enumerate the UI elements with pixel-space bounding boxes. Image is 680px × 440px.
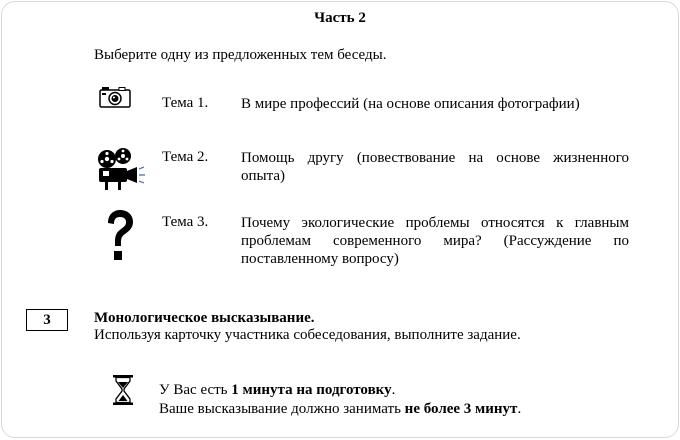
topic-2-text: Помощь другу (повествование на основе жизненного опыта) bbox=[241, 150, 629, 184]
question-mark-icon bbox=[104, 209, 136, 268]
instruction-text: Выберите одну из предложенных тем беседы. bbox=[94, 47, 387, 63]
timing-line-1 bbox=[159, 382, 395, 399]
topic-1-text: В мире профессий (на основе описания фотографии) bbox=[241, 96, 580, 112]
speaking-time: не более 3 минут bbox=[404, 401, 518, 417]
topic-3-label: Тема 3. bbox=[162, 214, 209, 230]
timing-line-2 bbox=[159, 401, 521, 418]
exam-card bbox=[1, 1, 679, 438]
film-projector-icon bbox=[94, 147, 146, 198]
preparation-time: 1 минута на подготовку bbox=[231, 382, 392, 398]
task-title: Монологическое высказывание. bbox=[94, 310, 315, 326]
topic-1-label: Тема 1. bbox=[162, 95, 209, 111]
timing-line-1-suffix: . bbox=[391, 382, 396, 398]
topic-2-label: Тема 2. bbox=[162, 149, 209, 165]
timing-line-2-prefix: Ваше высказывание должно занимать bbox=[159, 401, 405, 417]
timing-line-2-suffix: . bbox=[517, 401, 522, 417]
hourglass-icon bbox=[112, 374, 134, 411]
part-title: Часть 2 bbox=[314, 10, 366, 26]
task-number-box: 3 bbox=[26, 309, 68, 331]
topic-3-text: Почему экологические проблемы относятся к главным проблемам современного мира? (Рассуждение по поставленному вопросу) bbox=[241, 215, 629, 267]
camera-icon bbox=[99, 86, 131, 113]
task-instruction: Используя карточку участника собеседования, выполните задание. bbox=[94, 327, 521, 343]
timing-line-1-prefix: У Вас есть bbox=[159, 382, 232, 398]
